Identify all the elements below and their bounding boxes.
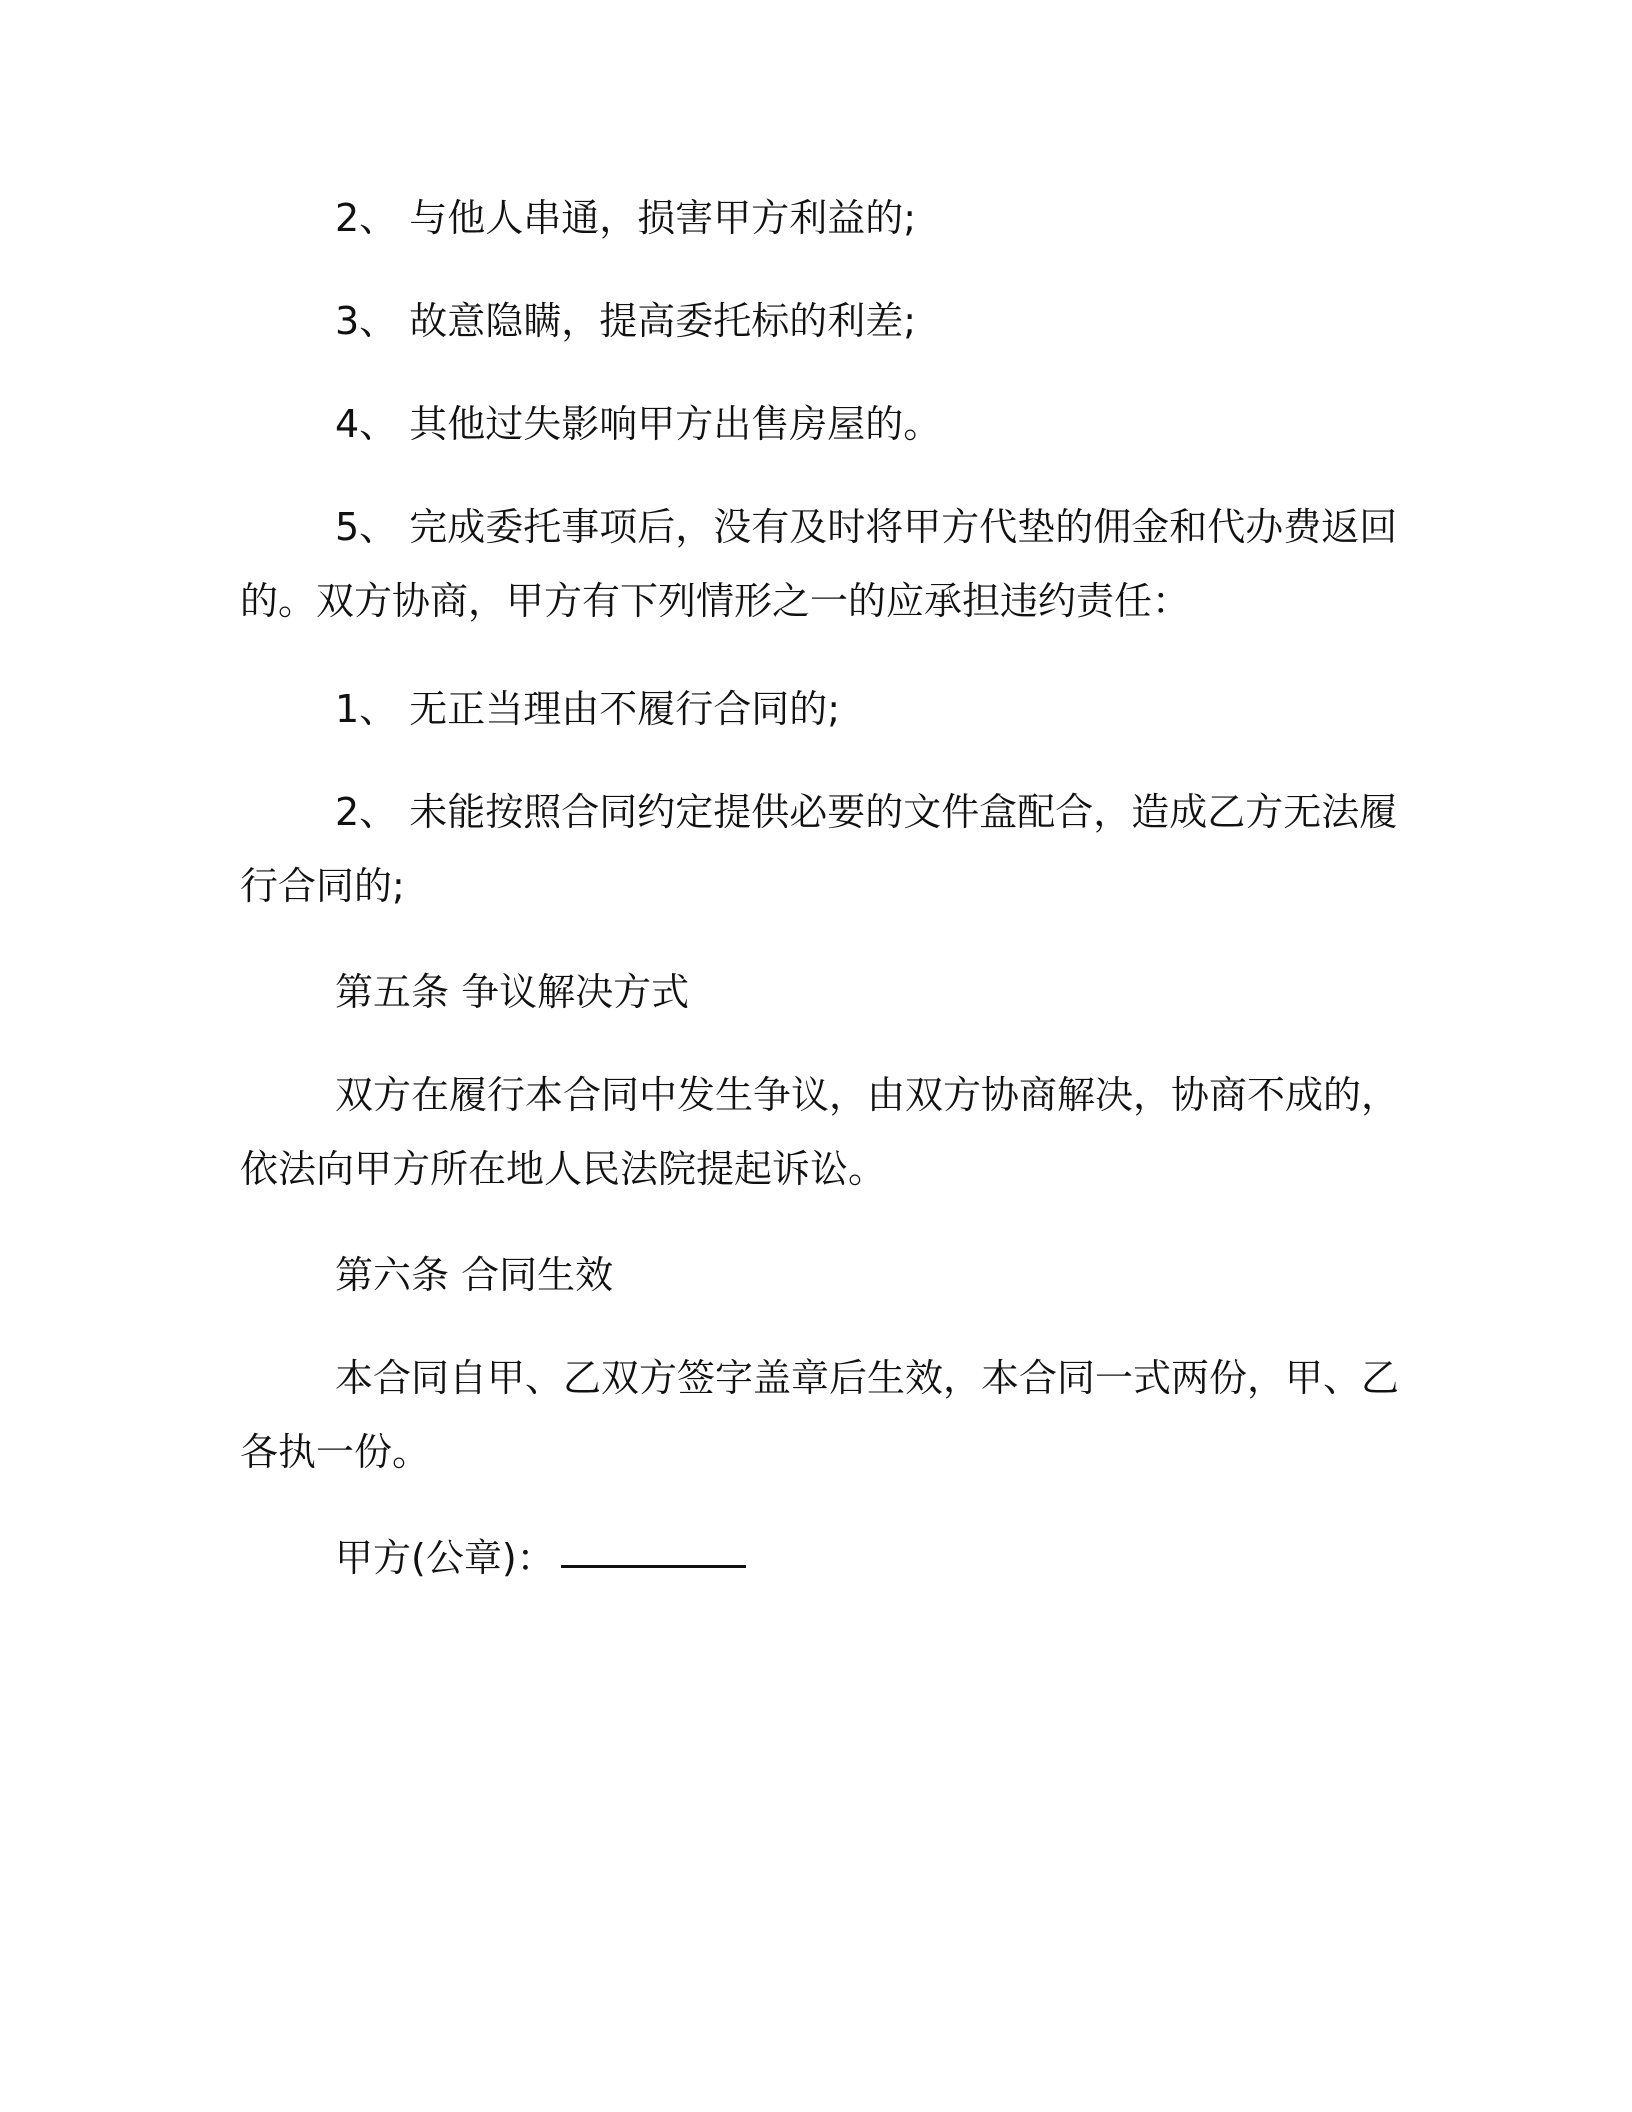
paragraph-line: 的。双方协商，甲方有下列情形之一的应承担违约责任： xyxy=(240,579,1191,623)
article-6-body xyxy=(240,1341,1400,1489)
article-6-heading xyxy=(240,1238,1375,1312)
paragraph-line: 本合同自甲、乙双方签字盖章后生效，本合同一式两份，甲、乙 xyxy=(335,1356,1400,1400)
paragraph-line: 4、 其他过失影响甲方出售房屋的。 xyxy=(335,402,942,446)
paragraph-line: 3、 故意隐瞒，提高委托标的利差; xyxy=(335,299,917,343)
party-a-item-1 xyxy=(240,672,1375,746)
paragraph-line: 2、 与他人串通，损害甲方利益的; xyxy=(335,196,917,240)
clause-item-5 xyxy=(240,490,1398,638)
clause-item-3 xyxy=(240,284,1375,358)
clause-item-2 xyxy=(240,181,1375,255)
party-a-item-2 xyxy=(240,775,1398,923)
signature-line xyxy=(240,1521,1375,1595)
paragraph-line: 第五条 争议解决方式 xyxy=(335,970,690,1014)
signature-label: 甲方(公章)： xyxy=(335,1536,555,1580)
article-5-heading xyxy=(240,955,1375,1029)
paragraph-line: 第六条 合同生效 xyxy=(335,1253,614,1297)
paragraph-line: 行合同的; xyxy=(240,864,405,908)
paragraph-line: 各执一份。 xyxy=(240,1430,431,1474)
signature-blank[interactable] xyxy=(561,1521,746,1568)
signature-row xyxy=(240,1521,1375,1595)
paragraph-line: 双方在履行本合同中发生争议，由双方协商解决，协商不成的， xyxy=(335,1073,1400,1117)
clause-item-4 xyxy=(240,387,1375,461)
paragraph-line: 2、 未能按照合同约定提供必要的文件盒配合，造成乙方无法履 xyxy=(335,790,1398,834)
paragraph-line: 1、 无正当理由不履行合同的; xyxy=(335,687,841,731)
paragraph-line: 5、 完成委托事项后，没有及时将甲方代垫的佣金和代办费返回 xyxy=(335,505,1398,549)
article-5-body xyxy=(240,1058,1400,1206)
paragraph-line: 依法向甲方所在地人民法院提起诉讼。 xyxy=(240,1147,887,1191)
